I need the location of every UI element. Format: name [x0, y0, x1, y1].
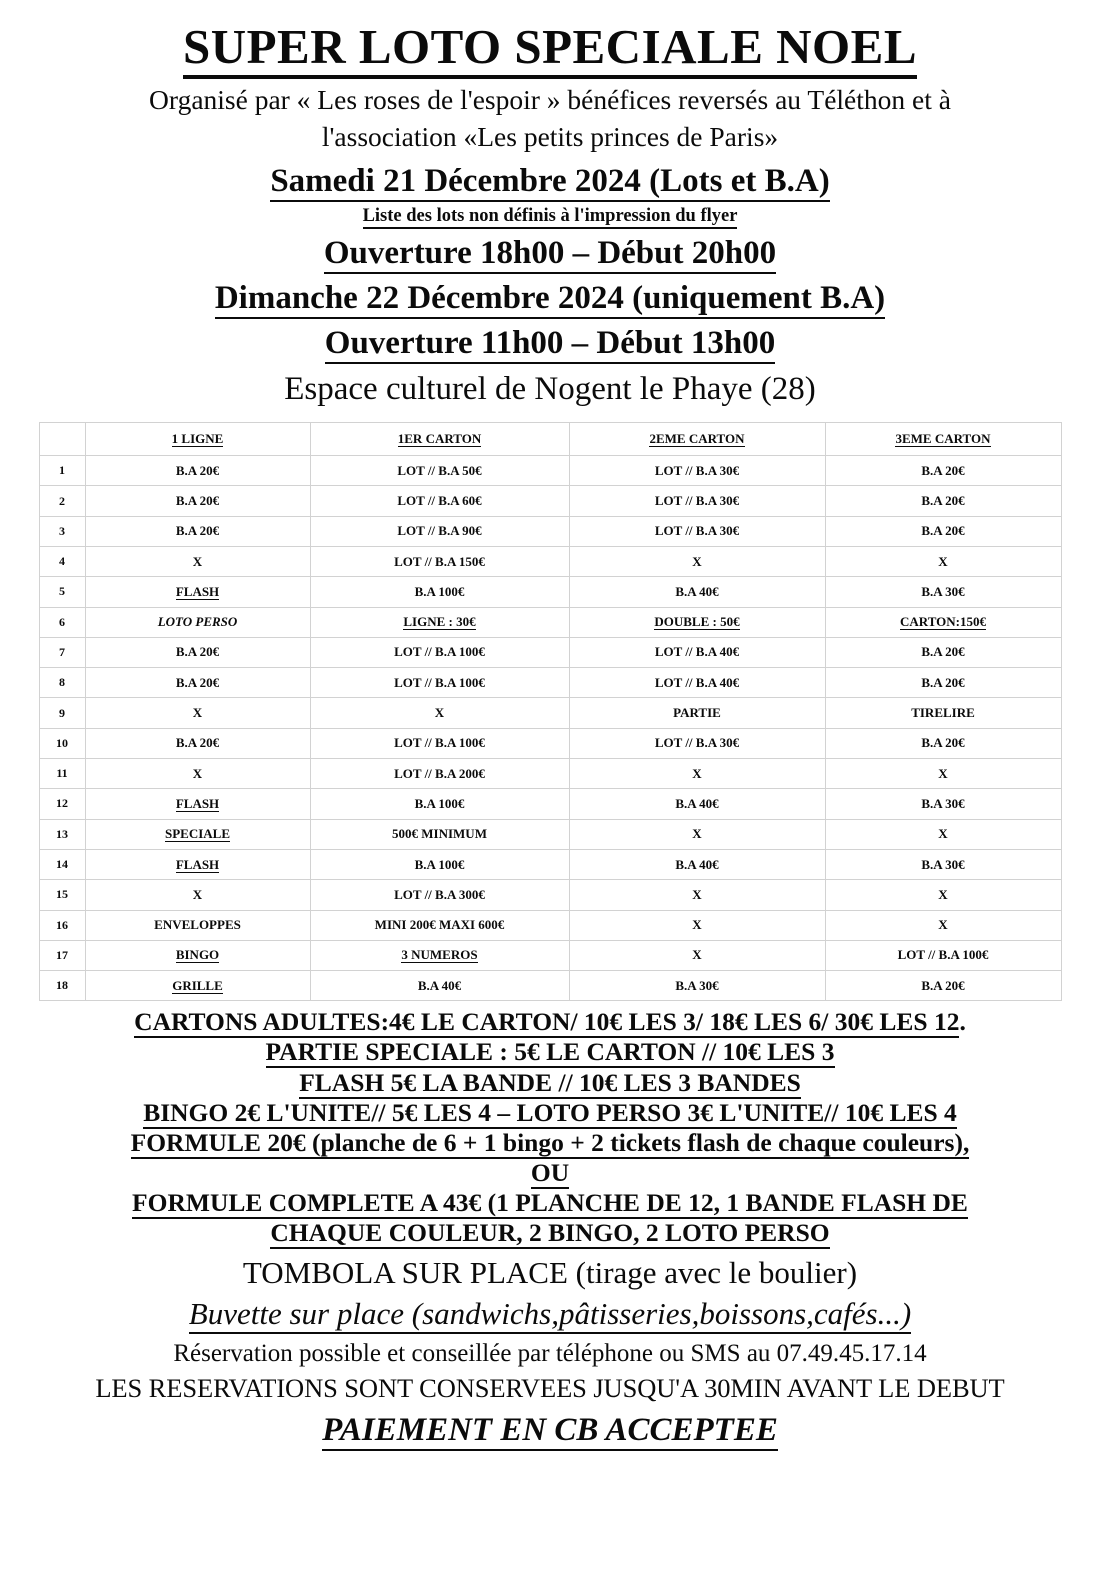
cell-carton3: X [825, 910, 1061, 940]
venue-line: Espace culturel de Nogent le Phaye (28) [284, 371, 816, 408]
prizes-table [39, 422, 1062, 1001]
cell-carton1: LOT // B.A 60€ [310, 486, 569, 516]
cell-carton1: LIGNE : 30€ [310, 607, 569, 637]
table-header-carton1: 1ER CARTON [310, 423, 569, 456]
row-index: 17 [39, 940, 85, 970]
row-index: 4 [39, 546, 85, 576]
cell-carton3: CARTON:150€ [825, 607, 1061, 637]
cell-carton2: X [569, 910, 825, 940]
buvette-line: Buvette sur place (sandwichs,pâtisseries,boissons,cafés...) [20, 1297, 1080, 1331]
page-title [20, 19, 1080, 74]
row-index: 18 [39, 971, 85, 1001]
row-index: 15 [39, 880, 85, 910]
cell-carton1: LOT // B.A 200€ [310, 759, 569, 789]
table-row [39, 546, 1061, 576]
table-row [39, 637, 1061, 667]
row-index: 2 [39, 486, 85, 516]
organizer-line-2: l'association «Les petits princes de Paris» [321, 121, 779, 153]
terms-flash: FLASH 5€ LA BANDE // 10€ LES 3 BANDES [299, 1067, 801, 1097]
row-index: 11 [39, 759, 85, 789]
row-index: 14 [39, 849, 85, 879]
cell-carton2: LOT // B.A 40€ [569, 637, 825, 667]
row-index: 5 [39, 577, 85, 607]
tombola-line: TOMBOLA SUR PLACE (tirage avec le boulier) [242, 1255, 858, 1291]
day2-heading: Dimanche 22 Décembre 2024 (uniquement B.A) [20, 280, 1080, 317]
cell-ligne: B.A 20€ [85, 637, 310, 667]
cell-carton3: B.A 20€ [825, 456, 1061, 486]
cell-ligne: FLASH [85, 577, 310, 607]
cell-carton3: X [825, 546, 1061, 576]
cell-carton1: LOT // B.A 50€ [310, 456, 569, 486]
cell-ligne: SPECIALE [85, 819, 310, 849]
cell-ligne: GRILLE [85, 971, 310, 1001]
cell-ligne: LOTO PERSO [85, 607, 310, 637]
table-row [39, 456, 1061, 486]
cell-carton2: X [569, 546, 825, 576]
row-index: 3 [39, 516, 85, 546]
cell-carton2: B.A 40€ [569, 577, 825, 607]
cell-ligne: B.A 20€ [85, 728, 310, 758]
cell-carton1: B.A 100€ [310, 789, 569, 819]
terms-bingo-loto-perso: BINGO 2€ L'UNITE// 5€ LES 4 – LOTO PERSO 3€ L'UNITE// 10€ LES 4 [143, 1097, 957, 1127]
table-row [39, 880, 1061, 910]
cell-carton3: B.A 30€ [825, 577, 1061, 607]
cell-ligne: B.A 20€ [85, 668, 310, 698]
cell-carton1: LOT // B.A 100€ [310, 668, 569, 698]
table-header-ligne: 1 LIGNE [85, 423, 310, 456]
cell-carton2: B.A 40€ [569, 849, 825, 879]
cell-ligne: X [85, 759, 310, 789]
cell-carton3: LOT // B.A 100€ [825, 940, 1061, 970]
terms-ou: OU [530, 1157, 570, 1187]
table-row [39, 668, 1061, 698]
cell-carton1: LOT // B.A 100€ [310, 728, 569, 758]
row-index: 12 [39, 789, 85, 819]
cell-carton3: B.A 20€ [825, 486, 1061, 516]
cell-carton1: X [310, 698, 569, 728]
table-header-carton3: 3EME CARTON [825, 423, 1061, 456]
row-index: 8 [39, 668, 85, 698]
table-row [39, 698, 1061, 728]
cell-carton3: B.A 20€ [825, 971, 1061, 1001]
table-header-index [39, 423, 85, 456]
reservation-note-line: LES RESERVATIONS SONT CONSERVEES JUSQU'A 30MIN AVANT LE DEBUT [95, 1372, 1005, 1403]
payment-line: PAIEMENT EN CB ACCEPTEE [20, 1412, 1080, 1448]
cell-carton3: B.A 20€ [825, 516, 1061, 546]
table-row [39, 577, 1061, 607]
table-row [39, 971, 1061, 1001]
table-row [39, 910, 1061, 940]
organizer-block [54, 81, 1046, 155]
table-header-row [39, 423, 1061, 456]
cell-ligne: BINGO [85, 940, 310, 970]
cell-carton2: DOUBLE : 50€ [569, 607, 825, 637]
cell-carton2: X [569, 940, 825, 970]
row-index: 10 [39, 728, 85, 758]
cell-carton2: X [569, 819, 825, 849]
table-row [39, 940, 1061, 970]
cell-carton1: B.A 40€ [310, 971, 569, 1001]
cell-carton3: B.A 20€ [825, 668, 1061, 698]
row-index: 1 [39, 456, 85, 486]
cell-carton2: B.A 40€ [569, 789, 825, 819]
cell-carton1: 3 NUMEROS [310, 940, 569, 970]
cell-carton3: X [825, 759, 1061, 789]
cell-carton1: B.A 100€ [310, 849, 569, 879]
cell-ligne: B.A 20€ [85, 516, 310, 546]
cell-carton3: TIRELIRE [825, 698, 1061, 728]
table-header-carton2: 2EME CARTON [569, 423, 825, 456]
terms-formule-complete-line1: FORMULE COMPLETE A 43€ (1 PLANCHE DE 12, 1 BANDE FLASH DE [132, 1187, 968, 1217]
cell-ligne: FLASH [85, 849, 310, 879]
cell-carton3: X [825, 819, 1061, 849]
page-title-text: SUPER LOTO SPECIALE NOEL [183, 19, 917, 79]
day1-note: Liste des lots non définis à l'impression du flyer [20, 206, 1080, 227]
cell-ligne: ENVELOPPES [85, 910, 310, 940]
cell-carton1: MINI 200€ MAXI 600€ [310, 910, 569, 940]
table-row [39, 728, 1061, 758]
table-row [39, 607, 1061, 637]
table-row [39, 819, 1061, 849]
row-index: 9 [39, 698, 85, 728]
day2-hours: Ouverture 11h00 – Début 13h00 [20, 325, 1080, 362]
cell-ligne: B.A 20€ [85, 486, 310, 516]
cell-carton2: B.A 30€ [569, 971, 825, 1001]
cell-carton2: LOT // B.A 30€ [569, 486, 825, 516]
cell-carton2: X [569, 759, 825, 789]
terms-formule-complete-line2: CHAQUE COULEUR, 2 BINGO, 2 LOTO PERSO [270, 1217, 830, 1247]
day1-heading: Samedi 21 Décembre 2024 (Lots et B.A) [20, 163, 1080, 200]
cell-ligne: X [85, 546, 310, 576]
row-index: 13 [39, 819, 85, 849]
table-row [39, 486, 1061, 516]
cell-carton3: X [825, 880, 1061, 910]
cell-carton3: B.A 20€ [825, 728, 1061, 758]
table-row [39, 516, 1061, 546]
cell-carton2: X [569, 880, 825, 910]
cell-carton1: LOT // B.A 90€ [310, 516, 569, 546]
row-index: 7 [39, 637, 85, 667]
cell-carton2: LOT // B.A 40€ [569, 668, 825, 698]
flyer-page [0, 19, 1100, 1577]
row-index: 6 [39, 607, 85, 637]
cell-carton2: LOT // B.A 30€ [569, 728, 825, 758]
cell-carton1: 500€ MINIMUM [310, 819, 569, 849]
reservation-line: Réservation possible et conseillée par téléphone ou SMS au 07.49.45.17.14 [173, 1340, 927, 1368]
cell-carton1: LOT // B.A 100€ [310, 637, 569, 667]
cell-carton3: B.A 30€ [825, 789, 1061, 819]
organizer-line-1: Organisé par « Les roses de l'espoir » bénéfices reversés au Téléthon et à [149, 84, 951, 115]
cell-carton1: B.A 100€ [310, 577, 569, 607]
cell-ligne: B.A 20€ [85, 456, 310, 486]
cell-carton2: LOT // B.A 30€ [569, 456, 825, 486]
cell-ligne: X [85, 880, 310, 910]
terms-partie-speciale: PARTIE SPECIALE : 5€ LE CARTON // 10€ LES 3 [265, 1037, 835, 1067]
terms-formule-20: FORMULE 20€ (planche de 6 + 1 bingo + 2 tickets flash de chaque couleurs), [130, 1127, 970, 1157]
terms-cartons-adultes: CARTONS ADULTES:4€ LE CARTON/ 10€ LES 3/ 18€ LES 6/ 30€ LES 12. [134, 1007, 966, 1037]
day1-hours: Ouverture 18h00 – Début 20h00 [20, 235, 1080, 272]
cell-carton3: B.A 20€ [825, 637, 1061, 667]
cell-carton2: PARTIE [569, 698, 825, 728]
cell-ligne: X [85, 698, 310, 728]
table-row [39, 759, 1061, 789]
table-row [39, 789, 1061, 819]
table-row [39, 849, 1061, 879]
cell-ligne: FLASH [85, 789, 310, 819]
cell-carton2: LOT // B.A 30€ [569, 516, 825, 546]
cell-carton3: B.A 30€ [825, 849, 1061, 879]
cell-carton1: LOT // B.A 300€ [310, 880, 569, 910]
row-index: 16 [39, 910, 85, 940]
terms-block [20, 1007, 1080, 1248]
cell-carton1: LOT // B.A 150€ [310, 546, 569, 576]
